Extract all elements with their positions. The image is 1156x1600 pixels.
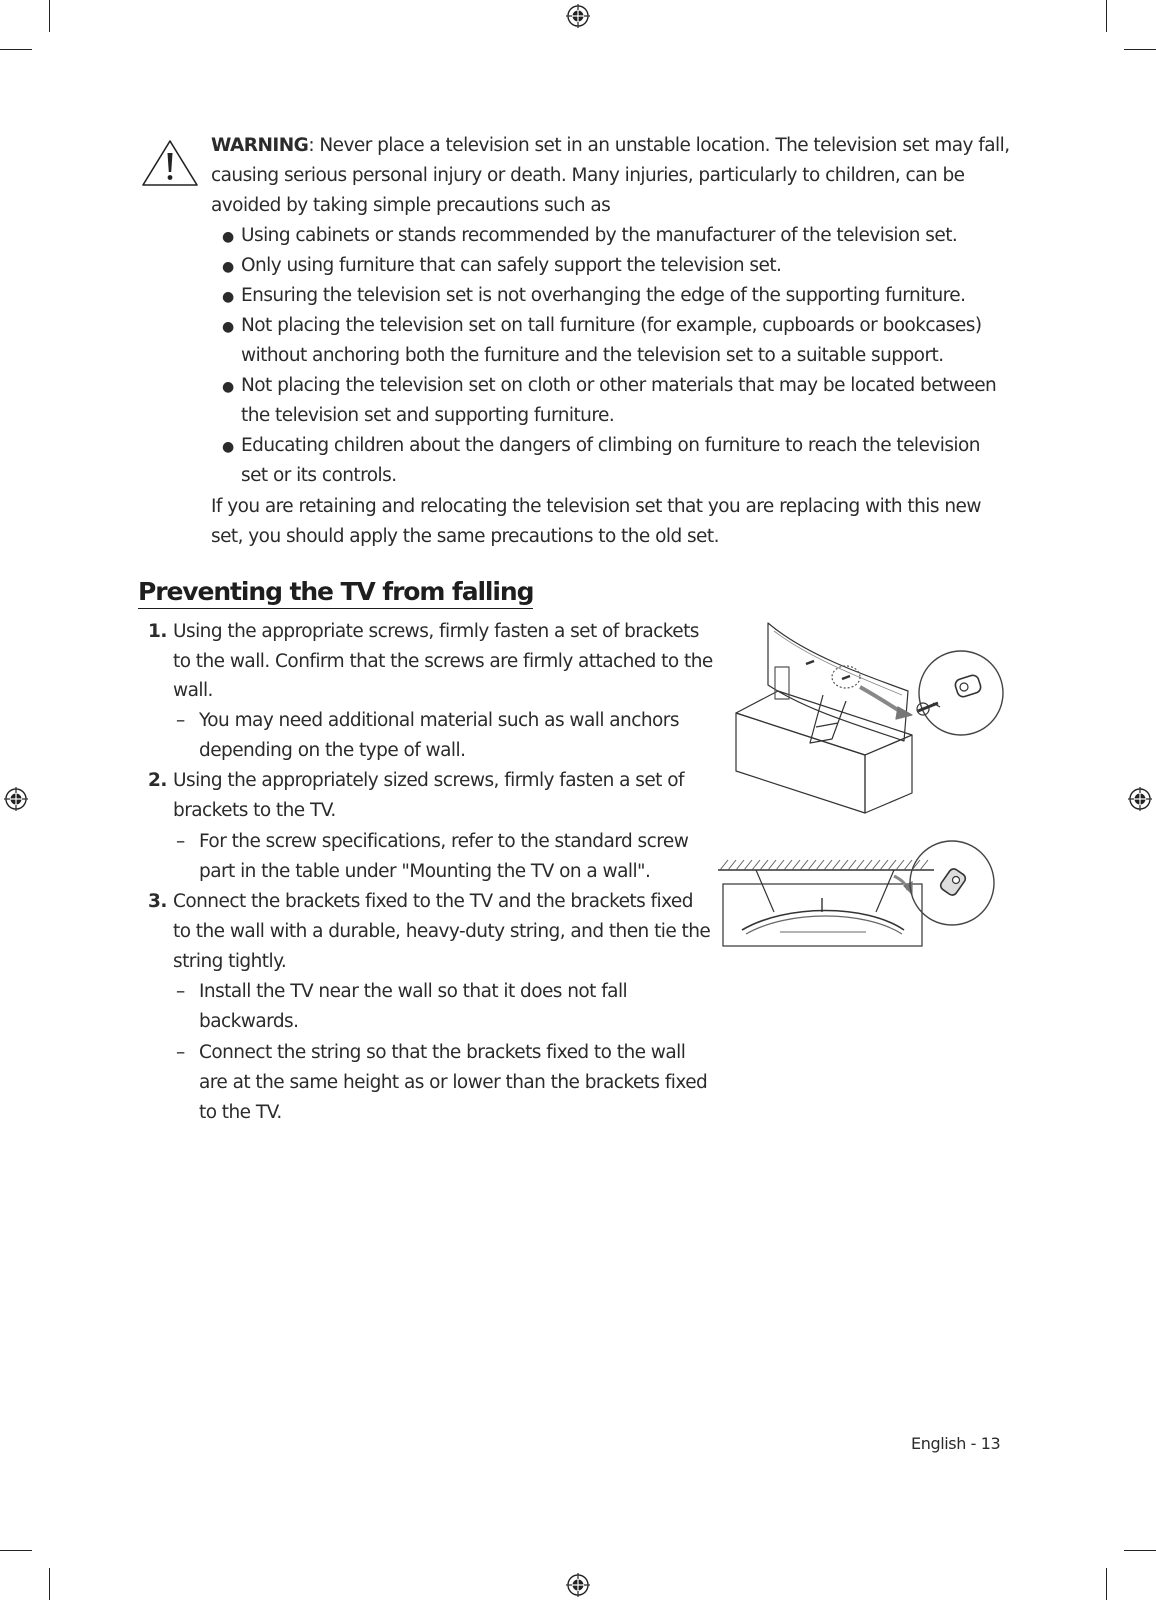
crop-mark — [1124, 49, 1156, 50]
crop-mark — [0, 49, 32, 50]
precaution-item-continued: the television set and supporting furniture. — [241, 405, 615, 426]
bullet-glyph: ● — [222, 259, 235, 275]
step-note: depending on the type of wall. — [199, 740, 466, 761]
tv-on-stand-illustration — [728, 615, 1010, 825]
step-text: Using the appropriate screws, firmly fasten a set of brackets — [173, 621, 699, 642]
step-text: string tightly. — [173, 951, 287, 972]
step-note: Connect the string so that the brackets fixed to the wall — [199, 1042, 686, 1063]
warning-closing: set, you should apply the same precautions to the old set. — [211, 526, 719, 547]
precaution-item-continued: set or its controls. — [241, 465, 397, 486]
step-text: Connect the brackets fixed to the TV and the brackets fixed — [173, 891, 693, 912]
precaution-item: Using cabinets or stands recommended by the manufacturer of the television set. — [241, 225, 958, 246]
step-note: to the TV. — [199, 1102, 282, 1123]
warning-line-1 — [211, 131, 1010, 162]
bullet-glyph: ● — [222, 319, 235, 335]
step-note: For the screw specifications, refer to the standard screw — [199, 831, 689, 852]
bullet-glyph: ● — [222, 379, 235, 395]
warning-label: WARNING — [211, 135, 309, 156]
crop-mark — [1124, 1550, 1156, 1551]
section-heading: Preventing the TV from falling — [138, 577, 533, 609]
precaution-item-continued: without anchoring both the furniture and the television set to a suitable support. — [241, 345, 944, 366]
step-number: 3. — [148, 891, 167, 912]
warning-text: : Never place a television set in an unstable location. The television set may fall, — [308, 135, 1010, 156]
precaution-item: Ensuring the television set is not overhanging the edge of the supporting furniture. — [241, 285, 966, 306]
warning-triangle-icon — [140, 138, 200, 188]
step-note: part in the table under "Mounting the TV on a wall". — [199, 861, 651, 882]
step-note: You may need additional material such as wall anchors — [199, 710, 679, 731]
note-dash: – — [176, 981, 186, 1002]
page-number: English - 13 — [911, 1434, 1001, 1453]
step-text: brackets to the TV. — [173, 800, 336, 821]
warning-line-2: causing serious personal injury or death. Many injuries, particularly to children, can be — [211, 165, 965, 186]
step-text: to the wall. Confirm that the screws are firmly attached to the — [173, 651, 713, 672]
step-note: Install the TV near the wall so that it does not fall — [199, 981, 628, 1002]
note-dash: – — [176, 1042, 186, 1063]
step-number: 2. — [148, 770, 167, 791]
precaution-item: Not placing the television set on tall furniture (for example, cupboards or bookcases) — [241, 315, 982, 336]
crop-mark — [49, 1568, 50, 1600]
registration-mark-icon — [566, 1573, 590, 1597]
registration-mark-icon — [566, 4, 590, 28]
bullet-glyph: ● — [222, 229, 235, 245]
crop-mark — [1106, 0, 1107, 32]
note-dash: – — [176, 831, 186, 852]
step-note: backwards. — [199, 1011, 299, 1032]
tv-wall-string-illustration — [716, 840, 998, 952]
note-dash: – — [176, 710, 186, 731]
step-text: Using the appropriately sized screws, firmly fasten a set of — [173, 770, 684, 791]
warning-line-3: avoided by taking simple precautions such as — [211, 195, 611, 216]
step-text: to the wall with a durable, heavy-duty string, and then tie the — [173, 921, 711, 942]
precaution-item: Not placing the television set on cloth or other materials that may be located between — [241, 375, 997, 396]
bullet-glyph: ● — [222, 439, 235, 455]
crop-mark — [1106, 1568, 1107, 1600]
precaution-item: Only using furniture that can safely support the television set. — [241, 255, 782, 276]
step-text: wall. — [173, 680, 213, 701]
registration-mark-icon — [1128, 787, 1152, 811]
bullet-glyph: ● — [222, 289, 235, 305]
crop-mark — [0, 1550, 32, 1551]
step-note: are at the same height as or lower than the brackets fixed — [199, 1072, 708, 1093]
warning-closing: If you are retaining and relocating the television set that you are replacing with this new — [211, 496, 981, 517]
registration-mark-icon — [4, 787, 28, 811]
precaution-item: Educating children about the dangers of climbing on furniture to reach the television — [241, 435, 980, 456]
step-number: 1. — [148, 621, 167, 642]
crop-mark — [49, 0, 50, 32]
